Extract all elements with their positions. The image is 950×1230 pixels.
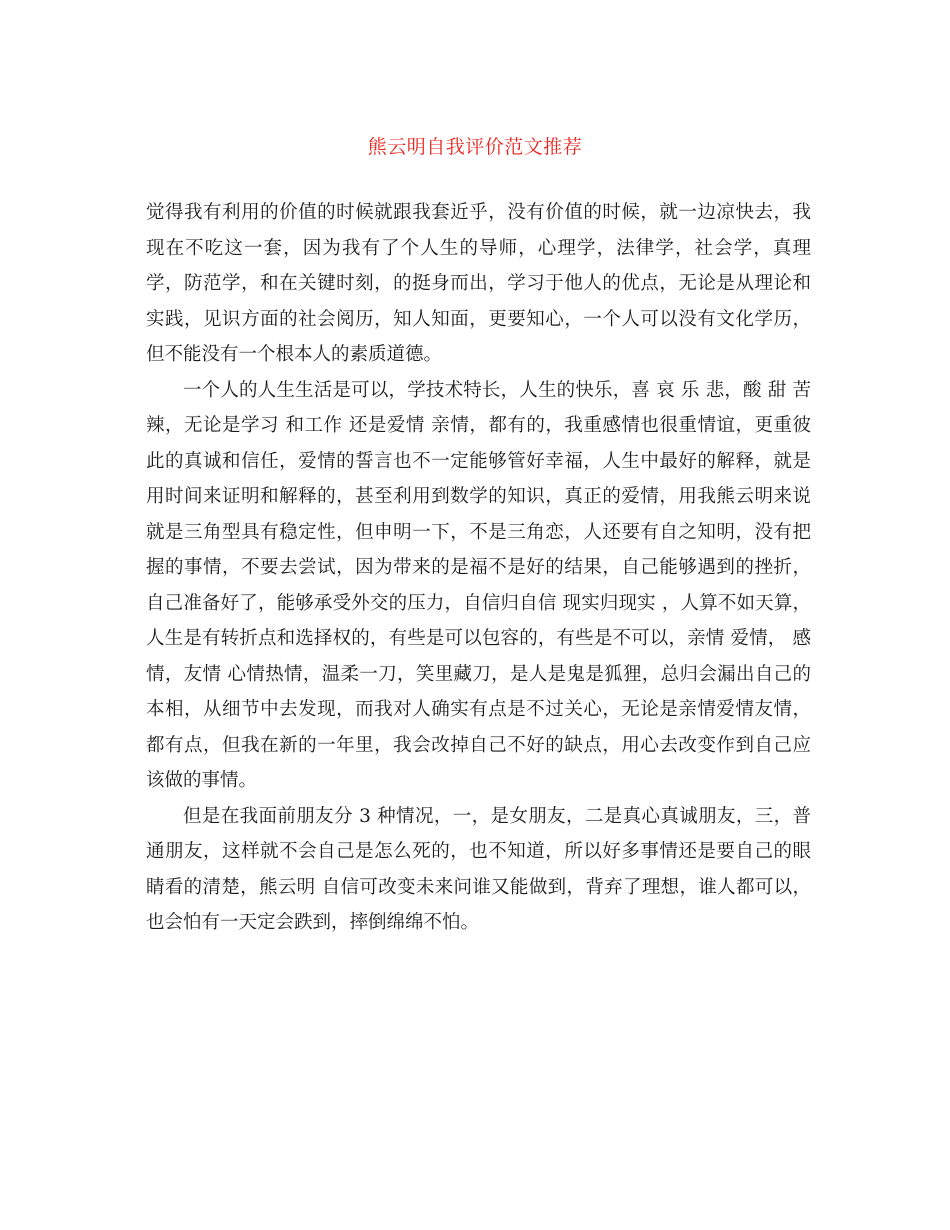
body-line: 就是三角型具有稳定性，但申明一下，不是三角恋，人还要有自之知明，没有把 bbox=[146, 521, 811, 543]
body-line: 人生是有转折点和选择权的，有些是可以包容的，有些是不可以，亲情 爱情， 感 bbox=[146, 628, 811, 649]
body-line: 一个人的人生生活是可以，学技术特长，人生的快乐，喜 哀 乐 悲，酸 甜 苦 bbox=[183, 379, 811, 401]
body-line: 睛看的清楚，熊云明 自信可改变未来问谁又能做到，背弃了理想，谁人都可以， bbox=[146, 876, 811, 898]
body-line: 握的事情，不要去尝试，因为带来的是福不是好的结果，自己能够遇到的挫折， bbox=[146, 557, 811, 578]
body-line: 学，防范学，和在关键时刻，的挺身而出，学习于他人的优点，无论是从理论和 bbox=[146, 273, 811, 294]
document-body bbox=[146, 195, 811, 941]
body-line: 也会怕有一天定会跌到，摔倒绵绵不怕。 bbox=[146, 912, 480, 933]
body-line: 实践，见识方面的社会阅历，知人知面，更要知心，一个人可以没有文化学历， bbox=[146, 308, 811, 330]
body-line: 用时间来证明和解释的，甚至利用到数学的知识，真正的爱情，用我熊云明来说 bbox=[146, 486, 811, 507]
body-line: 本相，从细节中去发现，而我对人确实有点是不过关心，无论是亲情爱情友情， bbox=[146, 699, 811, 720]
body-line: 都有点，但我在新的一年里，我会改掉自己不好的缺点，用心去改变作到自己应 bbox=[146, 734, 811, 756]
body-line: 但不能没有一个根本人的素质道德。 bbox=[146, 344, 443, 365]
body-line: 该做的事情。 bbox=[146, 770, 258, 791]
body-line: 但是在我面前朋友分 3 种情况，一，是女朋友，二是真心真诚朋友，三，普 bbox=[183, 805, 811, 827]
body-line: 辣，无论是学习 和工作 还是爱情 亲情，都有的，我重感情也很重情谊，更重彼 bbox=[146, 415, 811, 436]
body-line: 现在不吃这一套，因为我有了个人生的导师，心理学，法律学，社会学，真理 bbox=[146, 237, 811, 259]
body-line: 此的真诚和信任，爱情的誓言也不一定能够管好幸福，人生中最好的解释，就是 bbox=[146, 450, 811, 472]
document-title: 熊云明自我评价范文推荐 bbox=[367, 136, 583, 158]
body-line: 通朋友，这样就不会自己是怎么死的，也不知道，所以好多事情还是要自己的眼 bbox=[146, 841, 811, 862]
body-line: 觉得我有利用的价值的时候就跟我套近乎，没有价值的时候，就一边凉快去，我 bbox=[146, 202, 811, 223]
body-line: 自己准备好了，能够承受外交的压力，自信归自信 现实归现实 ，人算不如天算， bbox=[146, 592, 811, 614]
body-line: 情，友情 心情热情，温柔一刀，笑里藏刀，是人是鬼是狐狸，总归会漏出自己的 bbox=[146, 663, 811, 685]
